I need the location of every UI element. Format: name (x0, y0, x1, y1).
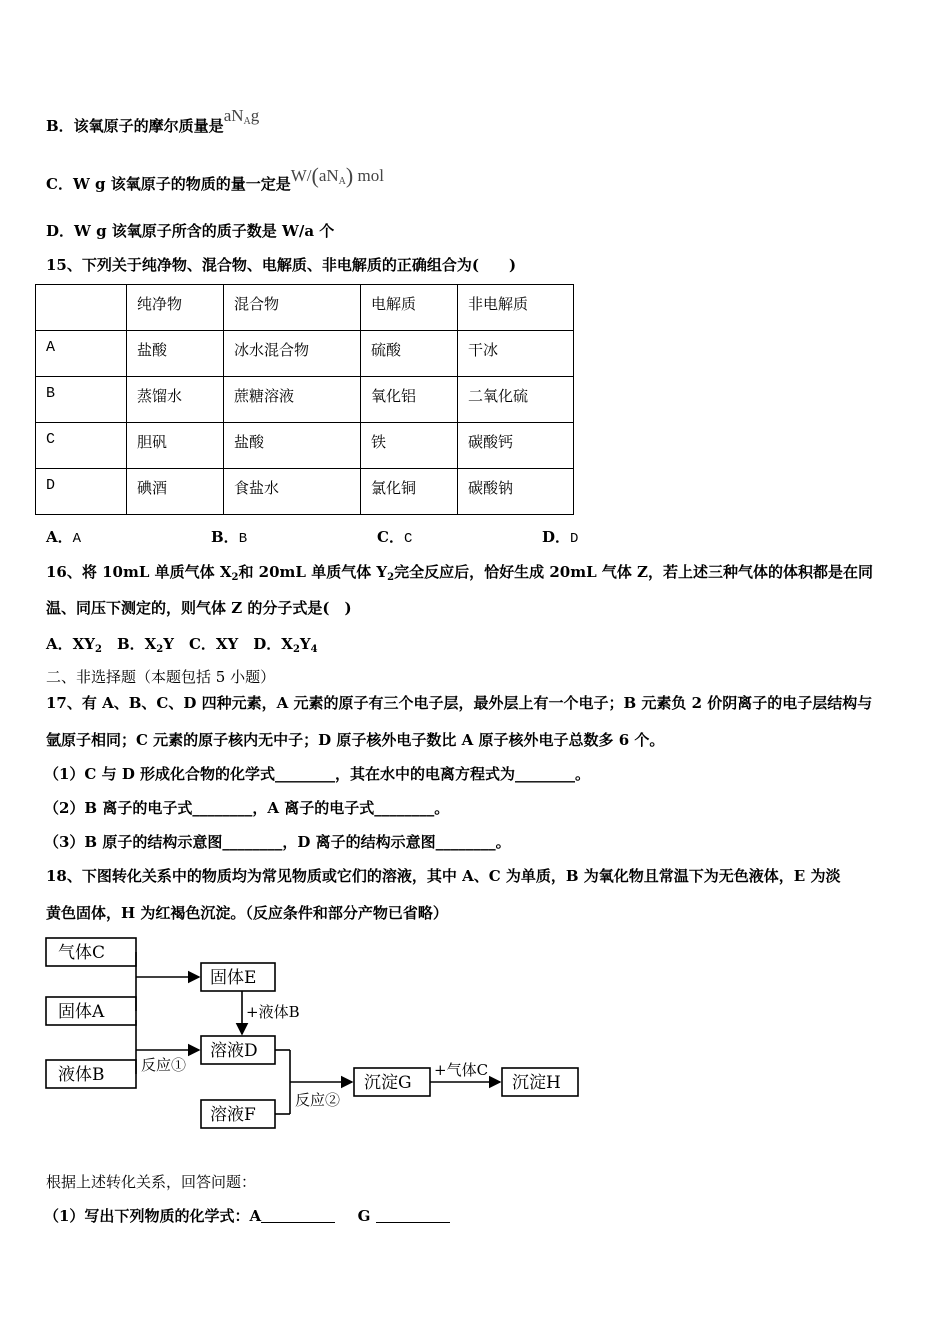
q17-sub2: （2）B 离子的电子式________，A 离子的电子式________。 (44, 799, 450, 817)
table-cell: 二氧化硫 (458, 377, 574, 423)
q16-options: A．$XY_2$ B．$X_2Y$ C．XY D．$X_2Y_4$ (46, 635, 318, 655)
table-header-row (36, 285, 574, 331)
q18-stem-line2: 黄色固体，H 为红褐色沉淀。（反应条件和部分产物已省略） (46, 904, 448, 922)
answer-blank-g[interactable] (376, 1208, 450, 1223)
table-cell: 氧化铝 (361, 377, 458, 423)
table-cell: 硫酸 (361, 331, 458, 377)
q18-answer-intro: 根据上述转化关系，回答问题： (46, 1173, 257, 1191)
label-plus-gas-c: +气体C (434, 1061, 489, 1079)
q17-sub1: （1）C 与 D 形成化合物的化学式________，其在水中的电离方程式为________。 (44, 765, 591, 783)
table-cell: 铁 (361, 423, 458, 469)
label-solution-f: 溶液F (210, 1105, 256, 1125)
table-cell: 碘酒 (127, 469, 224, 515)
amount-formula: $W/(aN_A)$ mol (290, 163, 384, 188)
q16-stem-line2: 温、同压下测定的，则气体 Z 的分子式是( ) (46, 599, 352, 617)
q15-answer-a: A．A (46, 528, 82, 547)
table-cell: A (36, 331, 127, 377)
q15-table (35, 284, 574, 515)
label-plus-liquid-b: +液体B (246, 1003, 300, 1021)
q17-stem-line2: 氩原子相同；C 元素的原子核内无中子；D 原子核外电子数比 A 原子核外电子总数多 6 个。 (46, 731, 665, 749)
q14-option-d: D．W g 该氧原子所含的质子数是 W/a 个 (46, 222, 335, 240)
table-row (36, 331, 574, 377)
label-solid-e: 固体E (210, 968, 257, 988)
molar-mass-formula: $aN_Ag$ (223, 106, 260, 127)
answer-blank-a[interactable] (261, 1208, 335, 1223)
table-row (36, 469, 574, 515)
label-solid-a: 固体A (58, 1002, 105, 1022)
q15-stem: 15、下列关于纯净物、混合物、电解质、非电解质的正确组合为( ) (46, 256, 517, 274)
q15-answer-d: D．D (542, 528, 579, 547)
q18-sub1: （1）写出下列物质的化学式：A G (44, 1206, 450, 1226)
label-gas-c: 气体C (58, 943, 106, 963)
table-cell: 干冰 (458, 331, 574, 377)
table-cell: B (36, 377, 127, 423)
q17-stem-line1: 17、有 A、B、C、D 四种元素，A 元素的原子有三个电子层，最外层上有一个电子；B 元素负 2 价阴离子的电子层结构与 (46, 694, 873, 712)
q17-sub3: （3）B 原子的结构示意图________，D 离子的结构示意图________。 (44, 833, 511, 851)
table-cell (36, 285, 127, 331)
table-cell: 氯化铜 (361, 469, 458, 515)
table-cell: 混合物 (224, 285, 361, 331)
label-reaction-1: 反应① (141, 1056, 187, 1074)
table-cell: 非电解质 (458, 285, 574, 331)
table-cell: 盐酸 (224, 423, 361, 469)
q14-option-b: B．该氧原子的摩尔质量是$aN_Ag$ (46, 106, 260, 135)
q15-answer-c: C．C (377, 528, 413, 547)
table-row (36, 423, 574, 469)
table-cell: 盐酸 (127, 331, 224, 377)
section-heading: 二、非选择题（本题包括 5 小题） (46, 668, 276, 686)
q14-option-c: C．W g 该氧原子的物质的量一定是$W/(aN_A)$ mol (46, 163, 384, 193)
q15-answer-b: B．B (211, 528, 248, 547)
label-precip-g: 沉淀G (364, 1073, 412, 1093)
table-cell: C (36, 423, 127, 469)
label-solution-d: 溶液D (210, 1041, 258, 1061)
table-cell: 食盐水 (224, 469, 361, 515)
q18-stem-line1: 18、下图转化关系中的物质均为常见物质或它们的溶液，其中 A、C 为单质，B 为氧化物且常温下为无色液体，E 为淡 (46, 867, 841, 885)
label-liquid-b: 液体B (58, 1065, 105, 1085)
table-cell: 胆矾 (127, 423, 224, 469)
label-reaction-2: 反应② (295, 1091, 341, 1109)
table-cell: 蒸馏水 (127, 377, 224, 423)
table-cell: 纯净物 (127, 285, 224, 331)
table-cell: 碳酸钠 (458, 469, 574, 515)
conversion-diagram (0, 930, 600, 1140)
table-cell: 蔗糖溶液 (224, 377, 361, 423)
q16-stem-line1: 16、将 10mL 单质气体 $X_2$和 20mL 单质气体 $Y_2$完全反应后，恰好生成 20mL 气体 Z，若上述三种气体的体积都是在同 (46, 563, 874, 583)
table-cell: 碳酸钙 (458, 423, 574, 469)
table-cell: D (36, 469, 127, 515)
label-precip-h: 沉淀H (512, 1073, 561, 1093)
table-row (36, 377, 574, 423)
table-cell: 冰水混合物 (224, 331, 361, 377)
table-cell: 电解质 (361, 285, 458, 331)
